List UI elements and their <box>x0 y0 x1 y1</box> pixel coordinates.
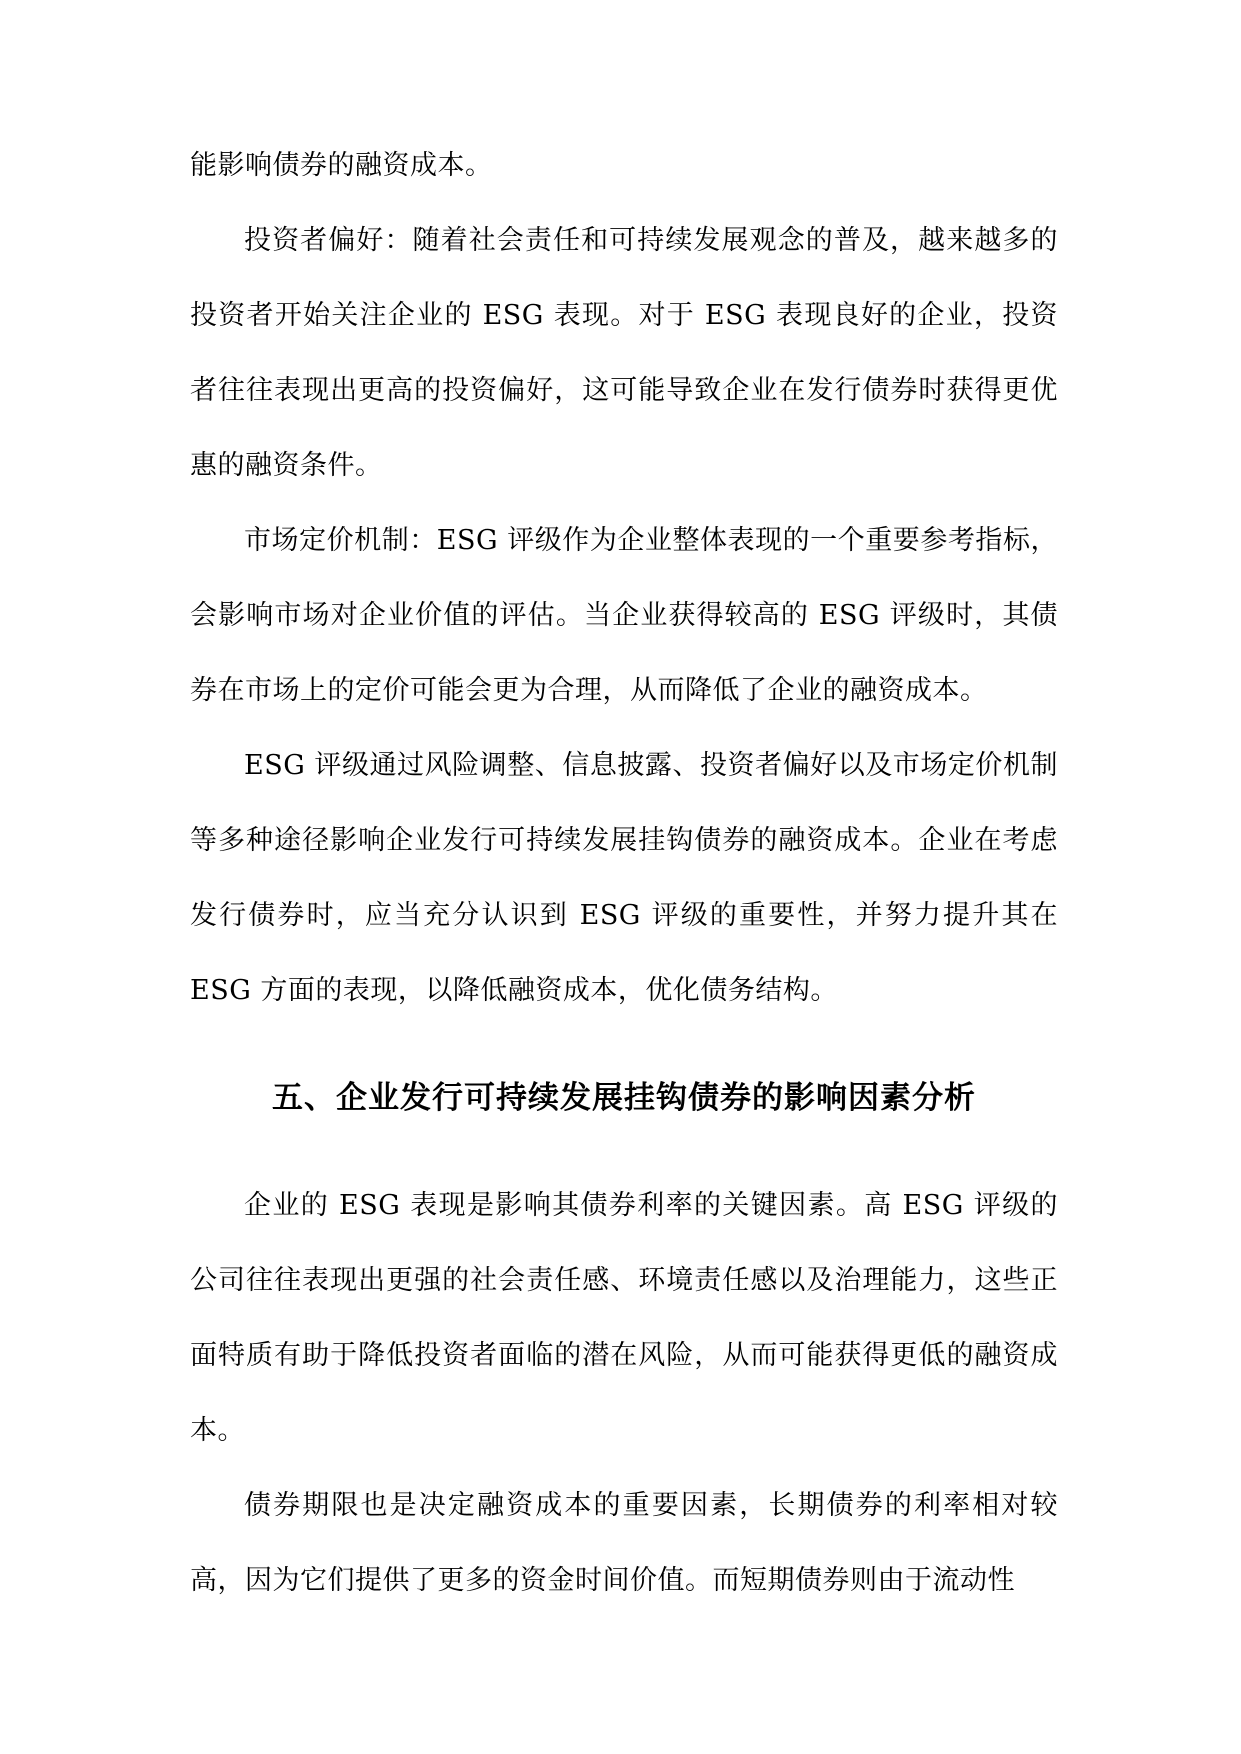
document-page <box>190 128 1058 1618</box>
paragraph-esg-summary: ESG 评级通过风险调整、信息披露、投资者偏好以及市场定价机制等多种途径影响企业发行可持续发展挂钩债券的融资成本。企业在考虑发行债券时，应当充分认识到 ESG 评级的重要性，并努力提升其在 ESG 方面的表现，以降低融资成本，优化债务结构。 <box>190 750 1058 1006</box>
section-heading: 五、企业发行可持续发展挂钩债券的影响因素分析 <box>272 1080 976 1116</box>
paragraph-investor-preference: 投资者偏好：随着社会责任和可持续发展观念的普及，越来越多的投资者开始关注企业的 ESG 表现。对于 ESG 表现良好的企业，投资者往往表现出更高的投资偏好，这可能导致企业在发行债券时获得更优惠的融资条件。 <box>190 225 1058 481</box>
paragraph-market-pricing: 市场定价机制：ESG 评级作为企业整体表现的一个重要参考指标，会影响市场对企业价值的评估。当企业获得较高的 ESG 评级时，其债券在市场上的定价可能会更为合理，从而降低了企业的融资成本。 <box>190 525 1058 706</box>
paragraph-esg-performance: 企业的 ESG 表现是影响其债券利率的关键因素。高 ESG 评级的公司往往表现出更强的社会责任感、环境责任感以及治理能力，这些正面特质有助于降低投资者面临的潜在风险，从而可能获得更低的融资成本。 <box>190 1190 1058 1446</box>
paragraph-continuation: 能影响债券的融资成本。 <box>190 150 493 181</box>
paragraph-bond-term: 债券期限也是决定融资成本的重要因素，长期债券的利率相对较高，因为它们提供了更多的资金时间价值。而短期债券则由于流动性 <box>190 1490 1058 1596</box>
